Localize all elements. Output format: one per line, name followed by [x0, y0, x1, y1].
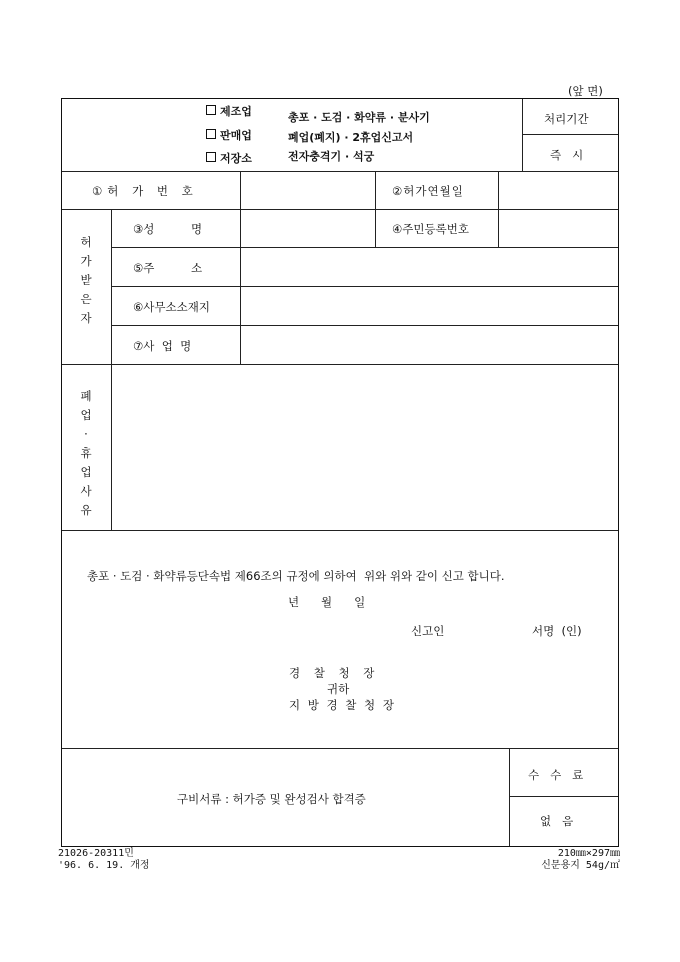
reason-section-label: 폐 업 · 휴 업 사 유 [80, 389, 92, 517]
recipient-police-commissioner: 경 찰 청 장 [289, 666, 380, 680]
recipient-suffix: 귀하 [327, 682, 350, 696]
revision-date: '96. 6. 19. 개정 [58, 860, 150, 871]
checkbox-icon[interactable] [206, 105, 216, 115]
checkbox-icon[interactable] [206, 129, 216, 139]
declarant-label: 신고인 [411, 624, 445, 638]
fee-label: 수 수 료 [528, 768, 584, 782]
permit-date-label: ②허가연월일 [392, 184, 464, 198]
address-field[interactable] [241, 248, 618, 285]
checkbox-storage[interactable]: 저장소 [206, 150, 252, 166]
office-location-field[interactable] [241, 287, 618, 324]
page-side-label: (앞 면) [568, 84, 603, 98]
business-name-field[interactable] [241, 326, 618, 363]
permit-number-label: ①허 가 번 호 [92, 184, 198, 198]
form-code: 21026-20311민 [58, 848, 134, 859]
permit-date-field[interactable] [499, 172, 618, 208]
paper-size: 210㎜×297㎜ [557, 848, 620, 859]
declaration-date: 년 월 일 [288, 595, 366, 609]
permit-number-field[interactable] [241, 172, 374, 208]
paper-type: 신문용지 54g/㎡ [541, 860, 620, 871]
form-title-line-2: 폐업(폐지) · 2휴업신고서 [288, 131, 414, 144]
checkbox-manufacture[interactable]: 제조업 [206, 103, 252, 119]
checkbox-icon[interactable] [206, 152, 216, 162]
reason-field[interactable] [112, 365, 618, 529]
fee-value: 없 음 [540, 814, 574, 828]
required-documents: 구비서류 : 허가증 및 완성검사 합격증 [177, 792, 366, 806]
checkbox-sales[interactable]: 판매업 [206, 127, 252, 143]
office-location-label: ⑥사무소소재지 [133, 300, 210, 314]
address-label: ⑤주 소 [133, 261, 203, 275]
form-title-line-1: 총포 · 도검 · 화약류 · 분사기 [288, 111, 430, 124]
processing-period-label: 처리기간 [544, 112, 589, 126]
business-name-label: ⑦사 업 명 [133, 339, 192, 353]
form-title-line-3: 전자충격기 · 석궁 [288, 150, 375, 163]
name-field[interactable] [241, 210, 374, 246]
declaration-statement: 총포 · 도검 · 화약류등단속법 제66조의 규정에 의하여 위와 위와 같이 신고 합니다. [87, 569, 505, 583]
name-label: ③성 명 [133, 222, 203, 236]
resident-number-label: ④주민등록번호 [392, 222, 469, 236]
resident-number-field[interactable] [499, 210, 618, 246]
declaration-form [61, 98, 619, 847]
recipient-regional-commissioner: 지 방 경 찰 청 장 [289, 698, 396, 712]
signature-label: 서명 (인) [532, 624, 582, 638]
processing-period-value: 즉 시 [550, 148, 584, 162]
permittee-section-label: 허 가 받 은 자 [80, 235, 92, 325]
